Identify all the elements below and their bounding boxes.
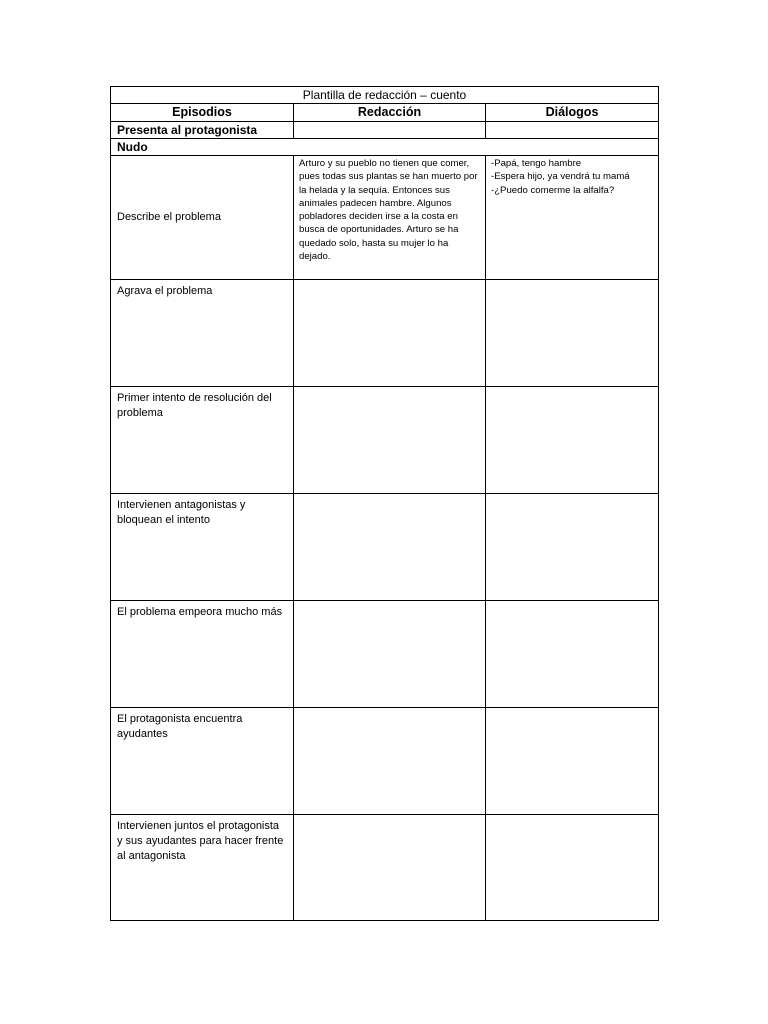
episode-dialogos-cell bbox=[486, 601, 659, 708]
episode-dialogos-cell bbox=[486, 387, 659, 494]
episode-row bbox=[111, 601, 659, 708]
dialog-line: -¿Puedo comerme la alfalfa? bbox=[491, 184, 615, 196]
episode-label: Intervienen antagonistas y bloquean el intento bbox=[111, 494, 294, 601]
header-redaccion: Redacción bbox=[294, 104, 486, 122]
presenta-dialogos-cell bbox=[486, 122, 659, 139]
writing-template-table bbox=[110, 86, 659, 921]
episode-dialogos-cell bbox=[486, 708, 659, 815]
problema-redaccion: Arturo y su pueblo no tienen que comer, pues todas sus plantas se han muerto por la helada y la sequía. Entonces sus animales padecen hambre. Algunos pobladores deciden irse a la costa en busca de oportunidades. Arturo se ha quedado solo, hasta su mujer lo ha dejado. bbox=[294, 156, 486, 280]
episode-label: El protagonista encuentra ayudantes bbox=[111, 708, 294, 815]
episode-row bbox=[111, 708, 659, 815]
episode-dialogos-cell bbox=[486, 815, 659, 921]
dialog-line: -Papá, tengo hambre bbox=[491, 158, 582, 169]
episode-row bbox=[111, 280, 659, 387]
problema-label: Describe el problema bbox=[111, 156, 294, 280]
episode-row bbox=[111, 815, 659, 921]
presenta-redaccion-cell bbox=[294, 122, 486, 139]
nudo-label: Nudo bbox=[111, 139, 659, 156]
problema-row bbox=[111, 156, 659, 280]
header-episodios: Episodios bbox=[111, 104, 294, 122]
episode-redaccion-cell bbox=[294, 708, 486, 815]
episode-redaccion-cell bbox=[294, 815, 486, 921]
title-row bbox=[111, 87, 659, 104]
episode-label: Primer intento de resolución del problema bbox=[111, 387, 294, 494]
episode-redaccion-cell bbox=[294, 494, 486, 601]
problema-dialogos bbox=[486, 156, 659, 280]
episode-row bbox=[111, 387, 659, 494]
episode-row bbox=[111, 494, 659, 601]
presenta-label: Presenta al protagonista bbox=[111, 122, 294, 139]
table-title: Plantilla de redacción – cuento bbox=[111, 87, 659, 104]
episode-redaccion-cell bbox=[294, 387, 486, 494]
episode-label: Agrava el problema bbox=[111, 280, 294, 387]
header-row bbox=[111, 104, 659, 122]
episode-label: El problema empeora mucho más bbox=[111, 601, 294, 708]
episode-label: Intervienen juntos el protagonista y sus ayudantes para hacer frente al antagonista bbox=[111, 815, 294, 921]
header-dialogos: Diálogos bbox=[486, 104, 659, 122]
episode-redaccion-cell bbox=[294, 280, 486, 387]
episode-dialogos-cell bbox=[486, 280, 659, 387]
episode-redaccion-cell bbox=[294, 601, 486, 708]
presenta-row bbox=[111, 122, 659, 139]
dialog-line: -Espera hijo, ya vendrá tu mamá bbox=[491, 171, 630, 183]
nudo-row bbox=[111, 139, 659, 156]
episode-dialogos-cell bbox=[486, 494, 659, 601]
